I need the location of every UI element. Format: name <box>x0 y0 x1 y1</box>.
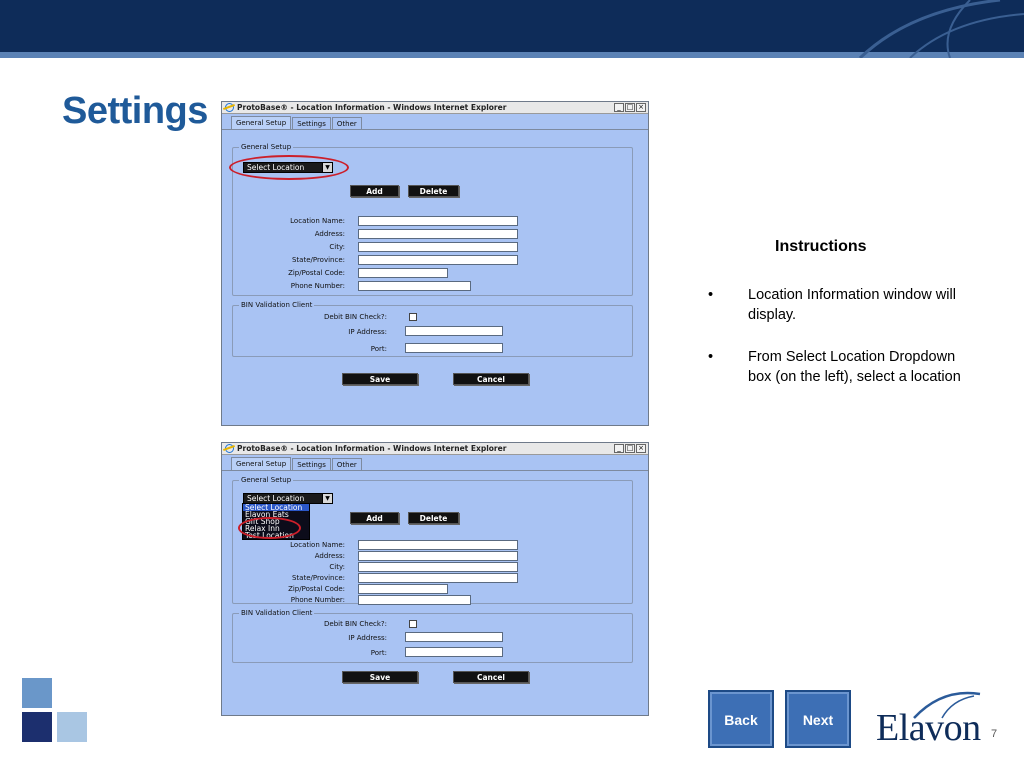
slide-title: Settings <box>62 90 208 132</box>
city-label: City: <box>329 563 345 571</box>
instruction-item <box>706 285 976 325</box>
select-value: Select Location <box>247 163 305 172</box>
close-button[interactable]: × <box>636 103 646 112</box>
group-legend: General Setup <box>241 143 292 151</box>
window-title: ProtoBase® - Location Information - Windows Internet Explorer <box>237 444 507 453</box>
minimize-button[interactable]: _ <box>614 103 624 112</box>
select-value: Select Location <box>247 494 305 503</box>
state-input[interactable] <box>358 573 518 583</box>
city-label: City: <box>329 243 345 251</box>
tab-other[interactable]: Other <box>332 458 362 470</box>
dropdown-option[interactable]: Elavon Eats <box>245 510 289 519</box>
instruction-item <box>706 347 976 387</box>
port-label: Port: <box>370 649 387 657</box>
highlight-ellipse <box>229 155 349 180</box>
zip-label: Zip/Postal Code: <box>288 269 345 277</box>
window-controls <box>614 444 646 453</box>
zip-input[interactable] <box>358 584 448 594</box>
debit-bin-checkbox[interactable] <box>409 620 417 628</box>
maximize-button[interactable]: □ <box>626 103 634 111</box>
next-button[interactable]: Next <box>785 690 851 748</box>
maximize-button[interactable]: □ <box>626 444 634 452</box>
ip-address-label: IP Address: <box>348 634 387 642</box>
delete-button[interactable]: Delete <box>408 185 459 197</box>
port-label: Port: <box>370 345 387 353</box>
highlight-ellipse <box>238 517 301 539</box>
decorative-square <box>22 712 52 742</box>
decorative-square <box>57 712 87 742</box>
address-input[interactable] <box>358 229 518 239</box>
minimize-button[interactable]: _ <box>614 444 624 453</box>
tab-bar <box>222 455 648 471</box>
bin-validation-group <box>232 301 633 357</box>
bullet-icon: • <box>708 287 714 303</box>
back-button[interactable]: Back <box>708 690 774 748</box>
logo-text: Elavon <box>876 707 981 749</box>
page-number: 7 <box>991 728 998 740</box>
group-legend: BIN Validation Client <box>241 609 313 617</box>
dropdown-option[interactable]: Test Location <box>245 531 294 540</box>
group-legend: General Setup <box>241 476 292 484</box>
instructions-list <box>706 285 976 409</box>
location-name-label: Location Name: <box>290 217 345 225</box>
zip-label: Zip/Postal Code: <box>288 585 345 593</box>
ip-address-input[interactable] <box>405 326 503 336</box>
banner-globe-swoosh-icon <box>820 0 1024 58</box>
tab-general-setup[interactable]: General Setup <box>231 116 291 129</box>
dropdown-option[interactable]: Select Location <box>243 504 309 511</box>
dropdown-option[interactable]: Relax Inn <box>245 524 280 533</box>
instructions-heading: Instructions <box>775 238 867 255</box>
ip-address-input[interactable] <box>405 632 503 642</box>
state-input[interactable] <box>358 255 518 265</box>
save-button[interactable]: Save <box>342 671 418 683</box>
ie-window-1 <box>221 101 649 426</box>
general-setup-group <box>232 476 633 604</box>
ie-browser-icon <box>225 103 234 112</box>
phone-label: Phone Number: <box>290 282 345 290</box>
cancel-button[interactable]: Cancel <box>453 373 529 385</box>
zip-input[interactable] <box>358 268 448 278</box>
cancel-button[interactable]: Cancel <box>453 671 529 683</box>
phone-input[interactable] <box>358 595 471 605</box>
tab-bar <box>222 114 648 130</box>
add-button[interactable]: Add <box>350 185 399 197</box>
instruction-text: From Select Location Dropdown box (on the left), select a location <box>748 349 961 385</box>
save-button[interactable]: Save <box>342 373 418 385</box>
debit-bin-check-label: Debit BIN Check?: <box>324 620 387 628</box>
add-button[interactable]: Add <box>350 512 399 524</box>
tab-general-setup[interactable]: General Setup <box>231 457 291 470</box>
state-label: State/Province: <box>291 256 345 264</box>
window-titlebar <box>222 102 648 114</box>
port-input[interactable] <box>405 647 503 657</box>
instruction-text: Location Information window will display. <box>748 287 956 323</box>
chevron-down-icon: ▼ <box>322 494 332 503</box>
ie-browser-icon <box>225 444 234 453</box>
tab-settings[interactable]: Settings <box>292 117 331 129</box>
address-label: Address: <box>314 230 345 238</box>
chevron-down-icon: ▼ <box>322 163 332 172</box>
port-input[interactable] <box>405 343 503 353</box>
ie-window-2 <box>221 442 649 716</box>
city-input[interactable] <box>358 562 518 572</box>
group-legend: BIN Validation Client <box>241 301 313 309</box>
bullet-icon: • <box>708 349 714 365</box>
tab-other[interactable]: Other <box>332 117 362 129</box>
address-label: Address: <box>314 552 345 560</box>
address-input[interactable] <box>358 551 518 561</box>
debit-bin-checkbox[interactable] <box>409 313 417 321</box>
phone-input[interactable] <box>358 281 471 291</box>
ip-address-label: IP Address: <box>348 328 387 336</box>
debit-bin-check-label: Debit BIN Check?: <box>324 313 387 321</box>
elavon-logo <box>876 706 981 750</box>
location-name-label: Location Name: <box>290 541 345 549</box>
window-titlebar <box>222 443 648 455</box>
state-label: State/Province: <box>291 574 345 582</box>
window-title: ProtoBase® - Location Information - Windows Internet Explorer <box>237 103 507 112</box>
tab-settings[interactable]: Settings <box>292 458 331 470</box>
location-name-input[interactable] <box>358 540 518 550</box>
decorative-square <box>22 678 52 708</box>
close-button[interactable]: × <box>636 444 646 453</box>
city-input[interactable] <box>358 242 518 252</box>
window-controls <box>614 103 646 112</box>
phone-label: Phone Number: <box>290 596 345 604</box>
delete-button[interactable]: Delete <box>408 512 459 524</box>
bin-validation-group <box>232 609 633 663</box>
dropdown-option[interactable]: Gift Shop <box>245 517 280 526</box>
location-name-input[interactable] <box>358 216 518 226</box>
